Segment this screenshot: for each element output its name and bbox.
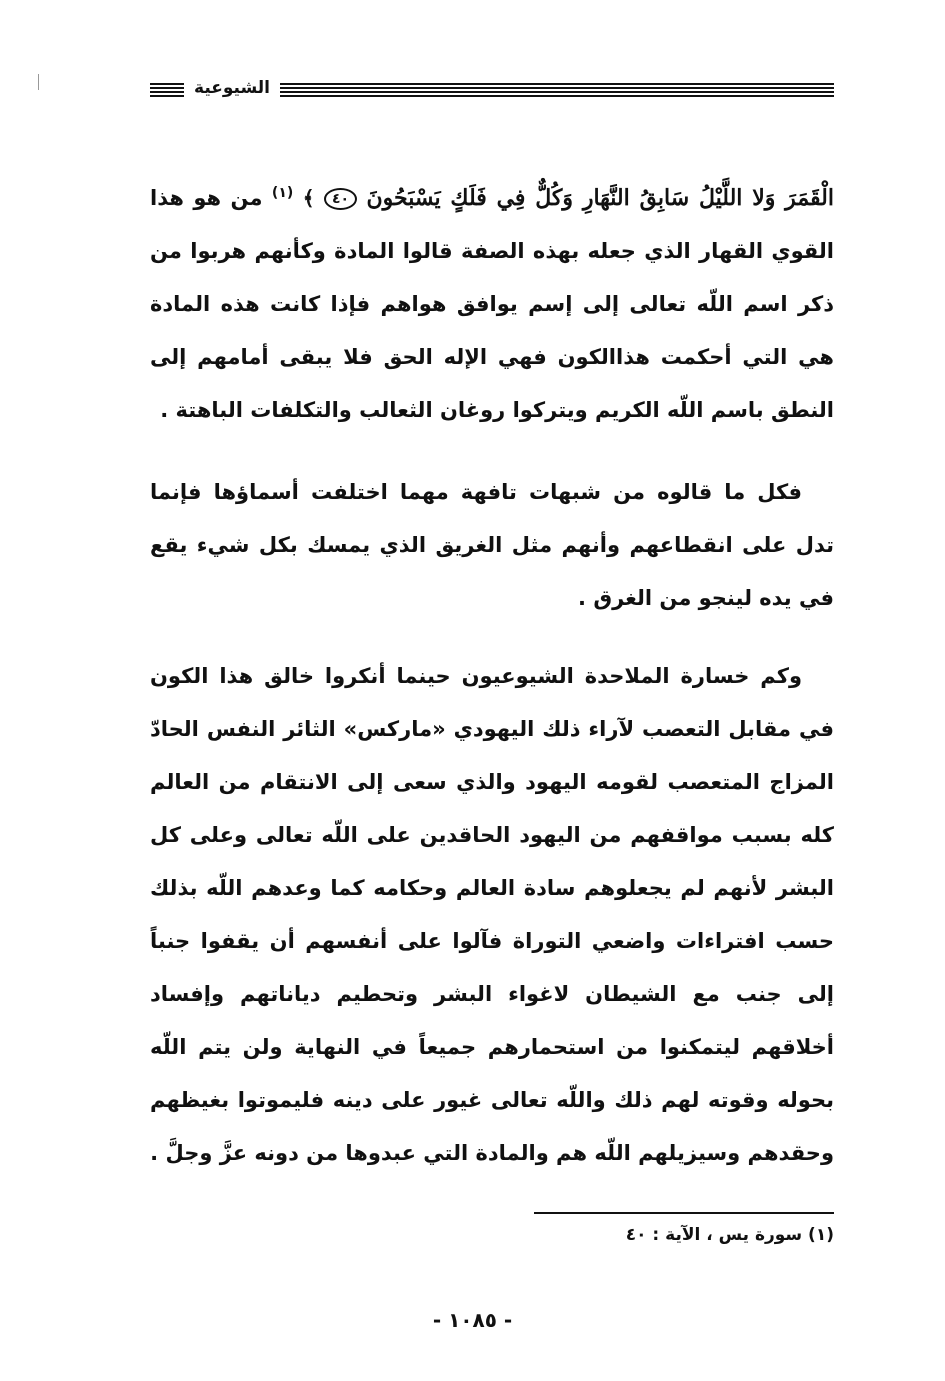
paragraph-3-text: وكم خسارة الملاحدة الشيوعيون حينما أنكروا خالق هذا الكون في مقابل التعصب لآراء ذلك اليهودي «ماركس» الثائر النفس الحادّ المزاج المتعصب لقومه اليهود والذي سعى إلى الانتقام من العالم كله بسبب مواقفهم من اليهود الحاقدين على اللّه تعالى وعلى كل البشر لأنهم لم يجعلوهم سادة العالم وحكامه كما وعدهم اللّه بذلك حسب افتراءات واضعي التوراة فآلوا على أنفسهم أن يقفوا جنباً إلى جنب مع الشيطان لاغواء البشر وتحطيم دياناتهم وإفساد أخلاقهم ليتمكنوا من استحمارهم جميعاً في النهاية ولن يتم اللّه بحوله وقوته لهم ذلك واللّه تعالى غيور على دينه فليموتوا بغيظهم وحقدهم وسيزيلهم اللّه هم والمادة التي عبدوها من دونه عزَّ وجلَّ . bbox=[150, 664, 834, 1165]
header-rule-left bbox=[150, 83, 184, 101]
paragraph-1-text: من هو هذا القوي القهار الذي جعله بهذه الصفة قالوا المادة وكأنهم هربوا من ذكر اسم اللّه تعالى إلى إسم يوافق هواهم فإذا كانت هذه المادة هي التي أحكمت هذاالكون فهي الإله الحق فلا يبقى أمامهم إلى النطق باسم اللّه الكريم ويتركوا روغان الثعالب والتكلفات الباهتة . bbox=[150, 186, 834, 422]
footnote-marker: (١) bbox=[271, 185, 294, 201]
running-header bbox=[150, 80, 834, 104]
quran-verse: الْقَمَرَ وَلا اللَّيْلُ سَابِقُ النَّهَارِ وَكُلٌّ فِي فَلَكٍ يَسْبَحُونَ bbox=[366, 185, 834, 211]
paragraph-2-text: فكل ما قالوه من شبهات تافهة مهما اختلفت أسماؤها فإنما تدل على انقطاعهم وأنهم مثل الغريق الذي يمسك بكل شيء يقع في يده لينجو من الغرق . bbox=[150, 480, 834, 610]
header-rule-right bbox=[280, 83, 834, 101]
footnote: (١) سورة يس ، الآية : ٤٠ bbox=[625, 1225, 834, 1245]
header-title: الشيوعية bbox=[194, 78, 270, 98]
page-number: - ١٠٨٥ - bbox=[432, 1308, 513, 1332]
margin-mark bbox=[38, 74, 39, 90]
footnote-separator bbox=[534, 1212, 834, 1214]
quran-brace: ﴾ bbox=[302, 186, 315, 210]
ayah-number: ٤٠ bbox=[324, 188, 357, 210]
paragraph-1 bbox=[150, 172, 834, 437]
paragraph-3 bbox=[150, 650, 834, 1180]
paragraph-2 bbox=[150, 466, 834, 625]
